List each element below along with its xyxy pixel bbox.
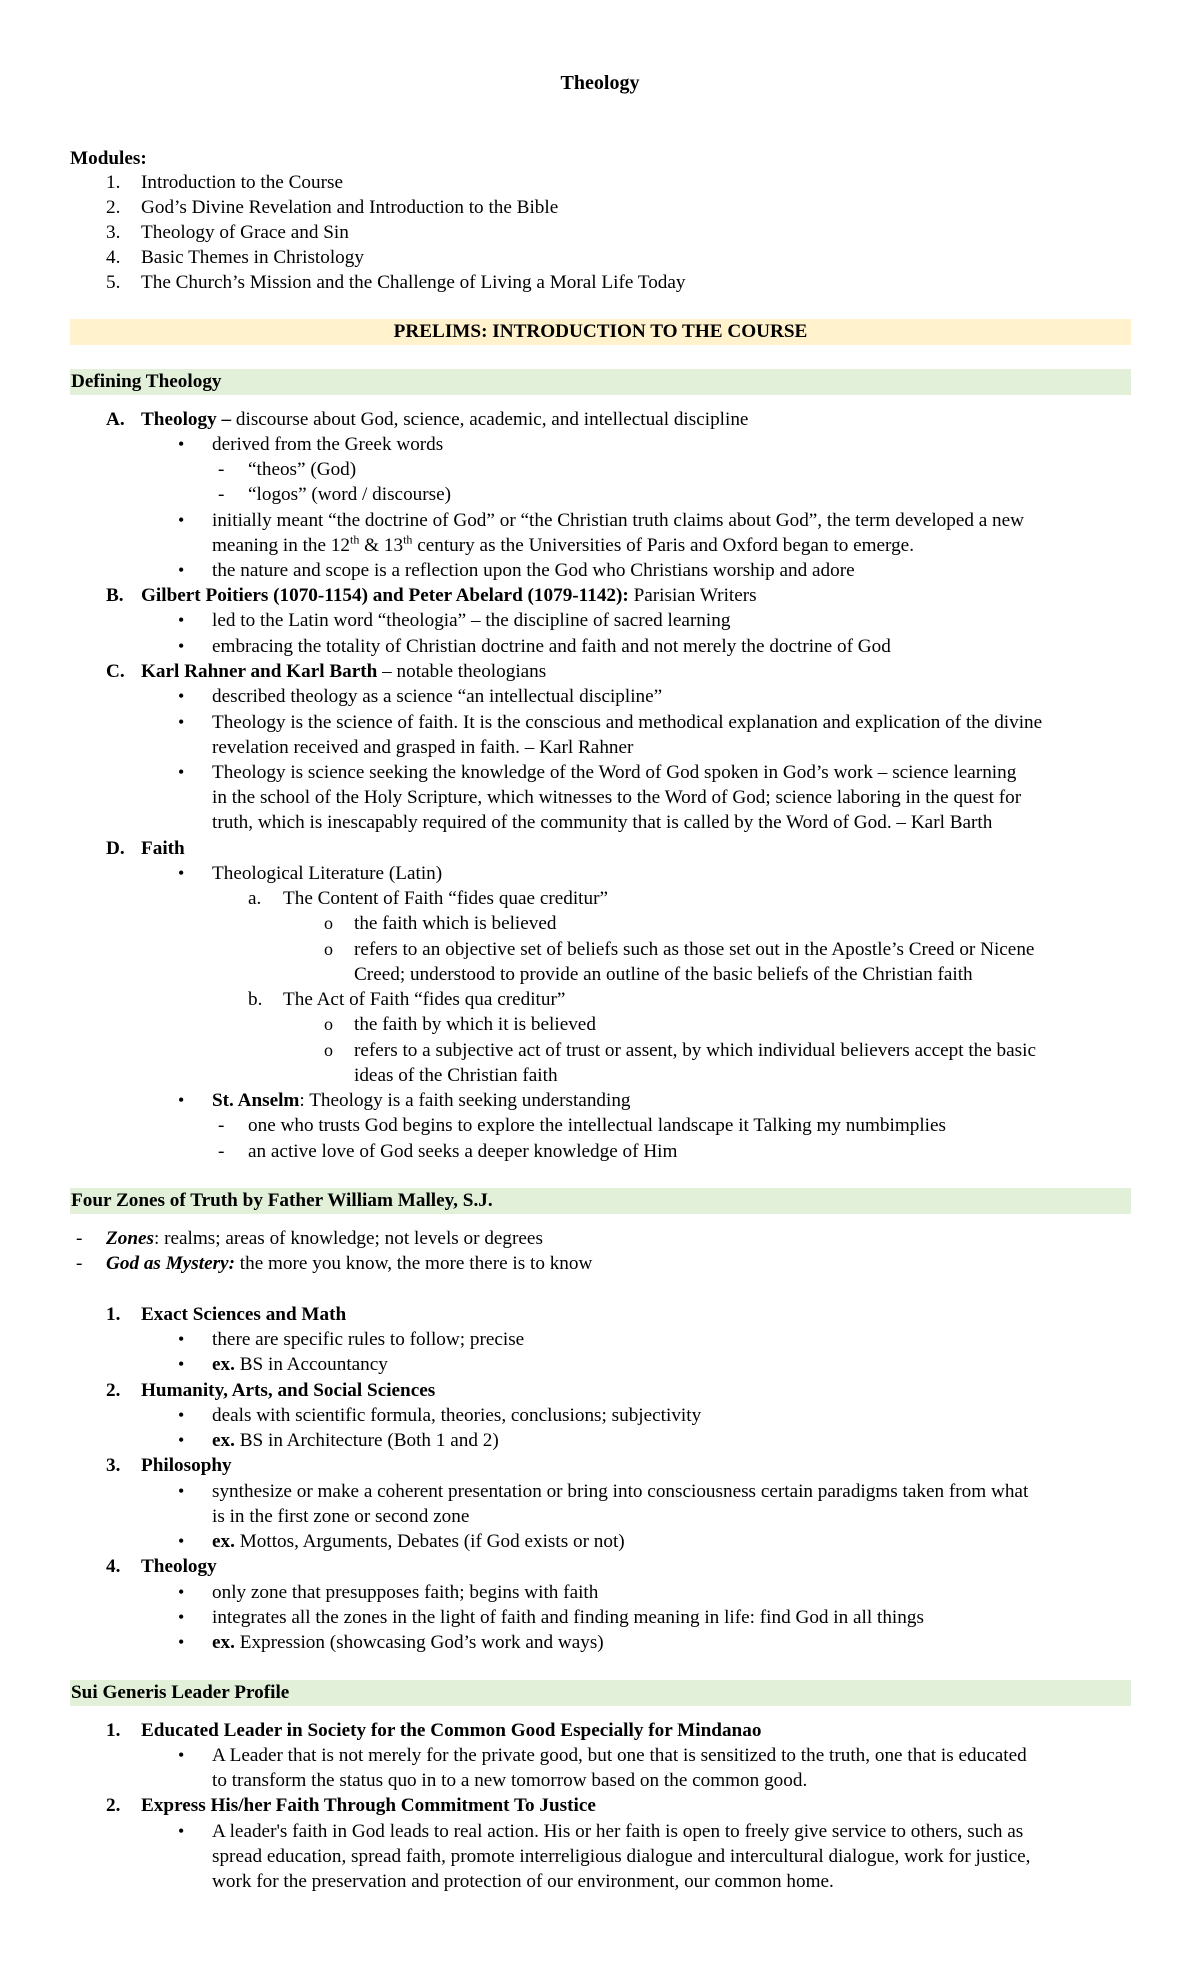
bullet-continuation: to transform the status quo in to a new tomorrow based on the common good. — [212, 1770, 808, 1791]
circle-continuation: Creed; understood to provide an outline of the basic beliefs of the Christian faith — [354, 964, 973, 985]
module-item: Introduction to the Course — [141, 172, 343, 193]
outline-item: Philosophy — [141, 1455, 232, 1476]
bullet-item: • integrates all the zones in the light of faith and finding meaning in life: find God in all things — [212, 1605, 924, 1630]
bullet-item: • embracing the totality of Christian doctrine and faith and not merely the doctrine of God — [212, 634, 891, 659]
bullet-continuation: revelation received and grasped in faith. – Karl Rahner — [212, 737, 634, 758]
outline-label: 2. — [106, 1795, 121, 1816]
sub-item: The Act of Faith “fides qua creditur” — [283, 989, 566, 1010]
section-heading: Four Zones of Truth by Father William Malley, S.J. — [71, 1190, 493, 1211]
bullet-item: • St. Anselm: Theology is a faith seeking understanding — [212, 1088, 631, 1113]
bullet-item: • there are specific rules to follow; precise — [212, 1327, 524, 1352]
bullet-continuation: truth, which is inescapably required of the community that is called by the Word of God. – Karl Barth — [212, 812, 993, 833]
outline-label: 2. — [106, 1380, 121, 1401]
section-heading: Defining Theology — [71, 371, 222, 392]
bullet-continuation: spread education, spread faith, promote interreligious dialogue and intercultural dialogue, work for justice, — [212, 1846, 1031, 1867]
bullet-item: • Theology is the science of faith. It is the conscious and methodical explanation and explication of the divine — [212, 710, 1042, 735]
section-header-defining-theology — [70, 369, 1131, 395]
outline-item: Exact Sciences and Math — [141, 1304, 347, 1325]
circle-item: o the faith by which it is believed — [354, 1012, 596, 1037]
outline-label: D. — [106, 838, 125, 859]
outline-item: Express His/her Faith Through Commitment To Justice — [141, 1795, 596, 1816]
bullet-continuation: in the school of the Holy Scripture, which witnesses to the Word of God; science laboring in the quest for — [212, 787, 1022, 808]
dash-item: - one who trusts God begins to explore the intellectual landscape it Talking my numbimplies — [248, 1113, 946, 1138]
outline-item: Theology — [141, 1556, 217, 1577]
outline-label: 4. — [106, 1556, 121, 1577]
bullet-item: • initially meant “the doctrine of God” or “the Christian truth claims about God”, the term developed a new — [212, 508, 1024, 533]
bullet-continuation: is in the first zone or second zone — [212, 1506, 470, 1527]
module-item: God’s Divine Revelation and Introduction to the Bible — [141, 197, 559, 218]
outline-label: A. — [106, 409, 125, 430]
bullet-item: • ex. BS in Architecture (Both 1 and 2) — [212, 1428, 499, 1453]
module-item: Theology of Grace and Sin — [141, 222, 349, 243]
bullet-item: • ex. Expression (showcasing God’s work and ways) — [212, 1630, 604, 1655]
bullet-item: • ex. Mottos, Arguments, Debates (if God exists or not) — [212, 1529, 625, 1554]
module-number: 3. — [106, 222, 121, 243]
bullet-item: • derived from the Greek words — [212, 432, 443, 457]
outline-label: B. — [106, 585, 124, 606]
circle-item: o the faith which is believed — [354, 911, 556, 936]
dash-item: - God as Mystery: the more you know, the more there is to know — [106, 1251, 592, 1276]
outline-item: Faith — [141, 838, 185, 859]
sub-label: b. — [248, 989, 263, 1010]
outline-label: C. — [106, 661, 125, 682]
prelims-banner — [70, 319, 1131, 345]
dash-item: - “logos” (word / discourse) — [248, 482, 451, 507]
module-number: 4. — [106, 247, 121, 268]
bullet-item: • deals with scientific formula, theories, conclusions; subjectivity — [212, 1403, 701, 1428]
bullet-item: • A Leader that is not merely for the private good, but one that is sensitized to the truth, one that is educated — [212, 1743, 1027, 1768]
bullet-item: • only zone that presupposes faith; begins with faith — [212, 1580, 598, 1605]
bullet-item: • ex. BS in Accountancy — [212, 1352, 388, 1377]
bullet-item: • Theological Literature (Latin) — [212, 861, 442, 886]
bullet-item: • led to the Latin word “theologia” – the discipline of sacred learning — [212, 608, 730, 633]
sub-item: The Content of Faith “fides quae creditur” — [283, 888, 609, 909]
module-item: Basic Themes in Christology — [141, 247, 364, 268]
prelims-banner-text: PRELIMS: INTRODUCTION TO THE COURSE — [393, 321, 808, 342]
sub-label: a. — [248, 888, 262, 909]
dash-item: - an active love of God seeks a deeper knowledge of Him — [248, 1139, 677, 1164]
module-number: 5. — [106, 272, 121, 293]
outline-label: 1. — [106, 1720, 121, 1741]
dash-item: - “theos” (God) — [248, 457, 356, 482]
outline-label: 3. — [106, 1455, 121, 1476]
bullet-continuation: work for the preservation and protection of our environment, our common home. — [212, 1871, 834, 1892]
bullet-item: • described theology as a science “an intellectual discipline” — [212, 684, 662, 709]
bullet-item: • synthesize or make a coherent presentation or bring into consciousness certain paradigms taken from what — [212, 1479, 1028, 1504]
bullet-item: • A leader's faith in God leads to real action. His or her faith is open to freely give service to others, such as — [212, 1819, 1023, 1844]
bullet-item: • the nature and scope is a reflection upon the God who Christians worship and adore — [212, 558, 855, 583]
outline-item: Humanity, Arts, and Social Sciences — [141, 1380, 436, 1401]
section-header-leader-profile — [70, 1680, 1131, 1706]
outline-item: Karl Rahner and Karl Barth – notable theologians — [141, 661, 547, 682]
modules-heading: Modules: — [70, 148, 147, 169]
dash-item: - Zones: realms; areas of knowledge; not levels or degrees — [106, 1226, 543, 1251]
section-header-four-zones — [70, 1188, 1131, 1214]
circle-item: o refers to an objective set of beliefs such as those set out in the Apostle’s Creed or Nicene — [354, 937, 1034, 962]
module-item: The Church’s Mission and the Challenge of Living a Moral Life Today — [141, 272, 686, 293]
bullet-continuation: meaning in the 12th & 13th century as the Universities of Paris and Oxford began to emerge. — [212, 532, 914, 556]
module-number: 2. — [106, 197, 121, 218]
outline-item: Educated Leader in Society for the Common Good Especially for Mindanao — [141, 1720, 762, 1741]
bullet-item: • Theology is science seeking the knowledge of the Word of God spoken in God’s work – science learning — [212, 760, 1016, 785]
circle-continuation: ideas of the Christian faith — [354, 1065, 558, 1086]
outline-item: Gilbert Poitiers (1070-1154) and Peter Abelard (1079-1142): Parisian Writers — [141, 585, 757, 606]
page-title: Theology — [560, 72, 640, 94]
section-heading: Sui Generis Leader Profile — [71, 1682, 290, 1703]
outline-label: 1. — [106, 1304, 121, 1325]
circle-item: o refers to a subjective act of trust or assent, by which individual believers accept the basic — [354, 1038, 1036, 1063]
module-number: 1. — [106, 172, 121, 193]
outline-item: Theology – discourse about God, science, academic, and intellectual discipline — [141, 409, 749, 430]
